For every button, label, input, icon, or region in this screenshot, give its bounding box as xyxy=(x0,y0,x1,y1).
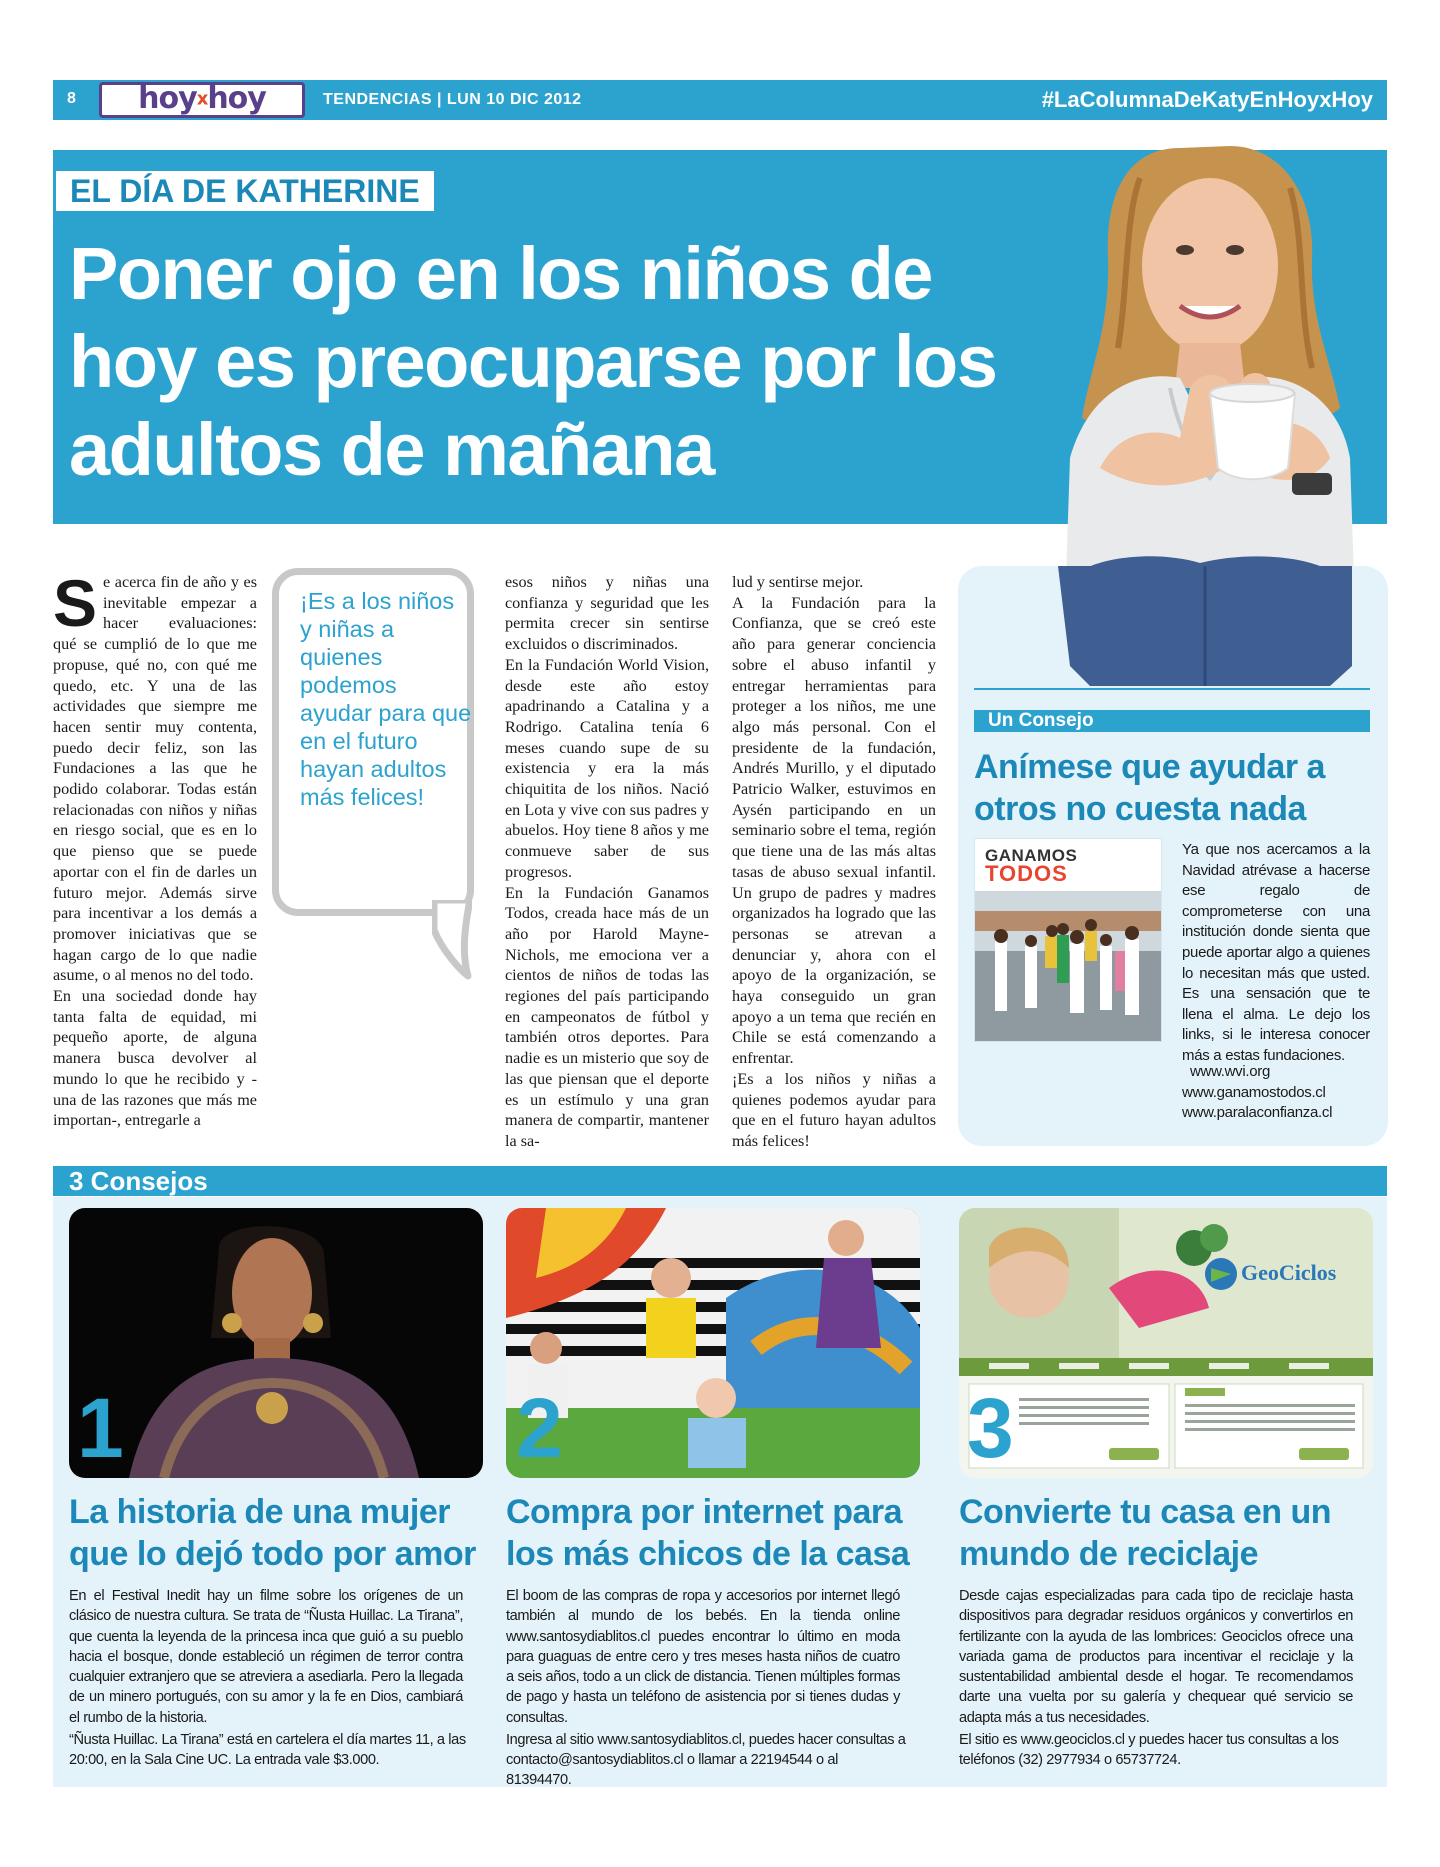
divider xyxy=(974,688,1370,690)
article-column-3 xyxy=(732,572,936,1152)
children-playing-illustration xyxy=(506,1208,920,1478)
consejo-links xyxy=(1182,1062,1382,1124)
card-number: 3 xyxy=(967,1381,1014,1475)
article-paragraph: En la Fundación World Vision, desde este año estoy apadrinando a Catalina y a Rodrigo. Catalina tenía 6 meses cuando supe de su existencia y era la más chiquitita de los niños. Nació en Lota y vive con sus padres y abuelos. Hoy tiene 8 años y me conmueve saber de sus progresos. xyxy=(505,655,709,881)
ganamos-todos-logo xyxy=(985,846,1078,886)
column-kicker: EL DÍA DE KATHERINE xyxy=(53,168,437,214)
ganamos-todos-photo xyxy=(974,838,1162,1042)
card-number: 2 xyxy=(516,1381,563,1475)
article-paragraph: e acerca fin de año y es inevitable empezar a hacer evaluaciones: qué se cumplió de lo que me propuse, qué no, con qué me quedo, etc. Y una de las actividades que siempre me hacen sentir muy contenta, puedo decir feliz, son las Fundaciones a las que he podido colaborar. Todas están relacionadas con niños y niñas en riesgo social, que es en lo que pienso que se puede aportar con el fin de darles un futuro mejor. Además sirve para incentivar a los demás a promover iniciativas que se hagan cargo de lo que nadie asume, o al menos no del todo. xyxy=(53,573,257,985)
card-3-footer: El sitio es www.geociclos.cl y puedes hacer tus consultas a los teléfonos (32) 2977934 o 65737724. xyxy=(959,1732,1339,1768)
consejo-text: Ya que nos acercamos a la Navidad atrévase a hacerse ese regalo de comprometerse con una institución donde sienta que puede aportar algo a quienes lo necesitan más que usted. Es una sensación que te llena el alma. Le dejo los links, si le interesa conocer más a estas fundaciones. xyxy=(1182,841,1370,1064)
card-1-title: La historia de una mujer que lo dejó todo por amor xyxy=(69,1493,476,1573)
consejo-kicker: Un Consejo xyxy=(974,710,1370,732)
card-1-photo xyxy=(69,1208,483,1478)
geociclos-logo: GeoCiclos xyxy=(1241,1260,1337,1285)
hoyxhoy-logo xyxy=(99,82,305,118)
card-2-footer: Ingresa al sitio www.santosydiablitos.cl, puedes hacer consultas a contacto@santosydiablitos.cl o llamar a 22194544 o al 81394470. xyxy=(506,1732,906,1788)
link-paralaconfianza[interactable]: www.paralaconfianza.cl xyxy=(1182,1104,1333,1122)
card-2-body: El boom de las compras de ropa y accesorios por internet llegó también al mundo de los bebés. En la tienda online www.santosydiablitos.cl puedes encontrar lo último en moda para guaguas de entre cero y tres meses hasta niños de cuatro a seis años, todo a un click de distancia. Tienen múltiples formas de pago y hasta un teléfono de asistencia por si tienes dudas y consultas. xyxy=(506,1588,900,1726)
article-paragraph: lud y sentirse mejor. xyxy=(732,573,864,591)
logo-word-right: hoy xyxy=(207,81,266,116)
article-paragraph: A la Fundación para la Confianza, que se creó este año para generar conciencia sobre el abuso infantil y entregar herramientas para proteger a los niños, me une algo más personal. Con el presidente de la fundación, Andrés Murillo, y el diputado Patricio Walker, estuvimos en Aysén participando en un seminario sobre el tema, región que tiene una de las más altas tasas de abuso sexual infantil. Un grupo de padres y madres organizados ha logrado que las personas se atrevan a denunciar y, ahora con el apoyo de la organización, se haya conseguido un gran apoyo a un tema que recién en Chile se está comenzando a enfrentar. xyxy=(732,593,936,1068)
quote-bubble-tail xyxy=(432,900,472,980)
logo-x: x xyxy=(196,88,208,110)
drop-cap: S xyxy=(53,566,98,640)
card-3-body: Desde cajas especializadas para cada tipo de reciclaje hasta dispositivos para degradar residuos orgánicos y convertirlos en fertilizante con la ayuda de las lombrices: Geociclos ofrece una variada gama de productos para incentivar el reciclaje y la sustentabilidad ambiental desde el hogar. Te recomendamos darte una vuelta por su galería y chequear qué servicio se adapta más a tus necesidades. xyxy=(959,1588,1353,1726)
link-wvi[interactable]: www.wvi.org xyxy=(1190,1063,1271,1080)
children-group-illustration xyxy=(975,891,1162,1042)
card-1-footer: “Ñusta Huillac. La Tirana” está en cartelera el día martes 11, a las 20:00, en la Sala Cine UC. La entrada vale $3.000. xyxy=(69,1732,466,1768)
logo-line-2: TODOS xyxy=(985,861,1068,886)
pull-quote: ¡Es a los niños y niñas a quienes podemos ayudar para que en el futuro hayan adultos más felices! xyxy=(300,588,472,810)
article-paragraph: En una sociedad donde hay tanta falta de equidad, mi pequeño aporte, de alguna manera busca devolver al mundo lo que he recibido y -una de las razones que más me importan-, entregarle a xyxy=(53,987,257,1130)
card-2-title: Compra por internet para los más chicos de la casa xyxy=(506,1493,910,1573)
link-ganamostodos[interactable]: www.ganamostodos.cl xyxy=(1182,1083,1326,1101)
card-1-body: En el Festival Inedit hay un filme sobre los orígenes de un clásico de nuestra cultura. Se trata de “Ñusta Huillac. La Tirana”, que cuenta la leyenda de la princesa inca que guió a su pueblo hacia el bosque, donde estableció un régimen de terror contra cualquier extranjero que se atreviera a asediarla. Pero la llegada de un minero portugués, con su amor y la fe en Dios, cambiará el rumbo de la historia. xyxy=(69,1588,463,1726)
tres-consejos-label: 3 Consejos xyxy=(53,1166,1387,1196)
hashtag: #LaColumnaDeKatyEnHoyxHoy xyxy=(1041,87,1373,112)
inca-princess-illustration xyxy=(69,1208,483,1478)
logo-word-left: hoy xyxy=(138,81,197,116)
article-column-1 xyxy=(53,566,257,1131)
geociclos-website-illustration xyxy=(959,1208,1373,1478)
article-paragraph: En la Fundación Ganamos Todos, creada hace más de un año por Harold Mayne-Nichols, me emociona ver a cientos de niños de todas las regiones del país participando en campeonatos de fútbol y también otros deportes. Para nadie es un misterio que soy de las que piensan que el deporte es un estímulo y una gran manera de compartir, mantener la sa- xyxy=(505,883,709,1150)
card-3-photo xyxy=(959,1208,1373,1478)
article-paragraph: esos niños y niñas una confianza y seguridad que les permita crecer sin sentirse excluidos o discriminados. xyxy=(505,573,709,654)
article-paragraph: ¡Es a los niños y niñas a quienes podemos ayudar para que en el futuro hayan adultos más felices! xyxy=(732,1069,936,1150)
header-bar xyxy=(53,80,1387,120)
headline: Poner ojo en los niños de hoy es preocuparse por los adultos de mañana xyxy=(69,232,997,491)
page-number: 8 xyxy=(67,90,76,107)
author-photo-jeans xyxy=(1030,566,1360,686)
logo-line-1: GANAMOS xyxy=(985,846,1078,865)
card-number: 1 xyxy=(77,1381,124,1475)
card-3-title: Convierte tu casa en un mundo de reciclaje xyxy=(959,1493,1332,1573)
article-column-2 xyxy=(505,572,709,1152)
section-date: TENDENCIAS | LUN 10 DIC 2012 xyxy=(323,91,582,108)
card-2-photo xyxy=(506,1208,920,1478)
consejo-title: Anímese que ayudar a otros no cuesta nada xyxy=(974,748,1325,828)
